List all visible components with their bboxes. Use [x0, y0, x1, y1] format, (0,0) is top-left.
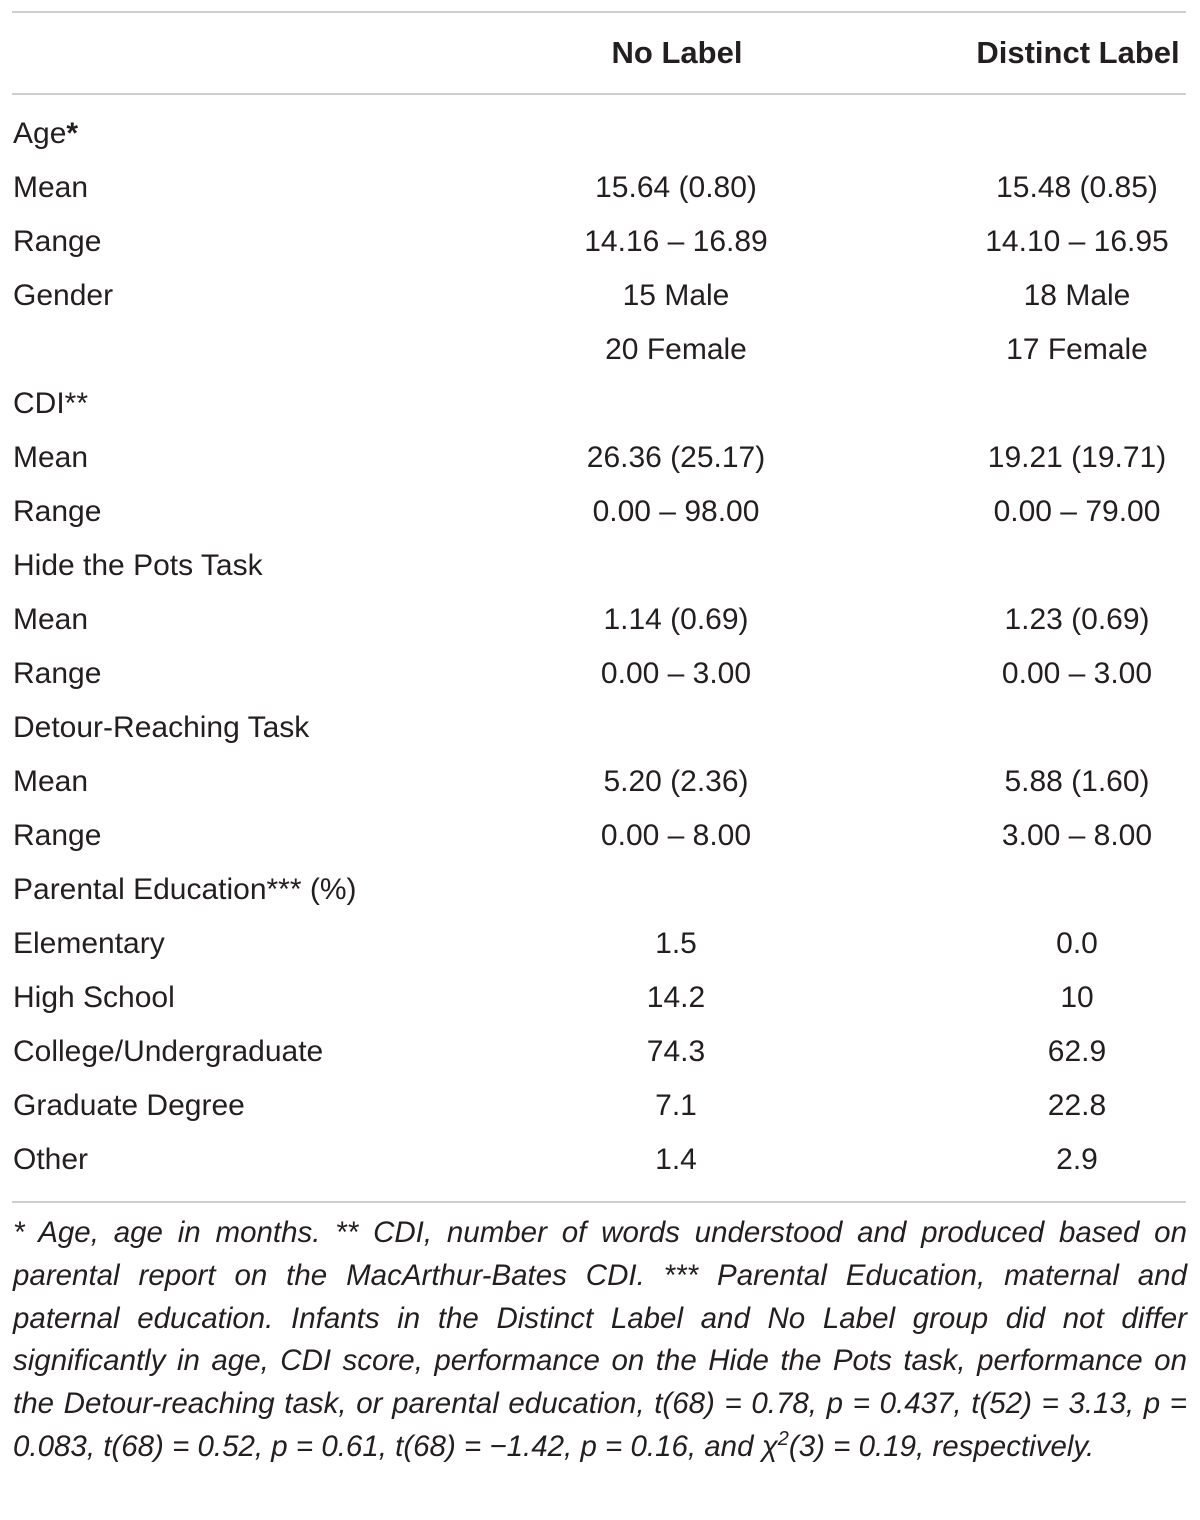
cell-distinct-label	[927, 107, 1200, 161]
table-row	[0, 1079, 1200, 1133]
row-label	[13, 701, 309, 755]
row-label-footnote-mark: *	[66, 117, 79, 150]
column-header-distinct-label: Distinct Label	[976, 35, 1180, 70]
row-label	[13, 971, 175, 1025]
table-body	[0, 107, 1200, 1187]
cell-no-label	[526, 107, 826, 161]
row-label-text: High School	[13, 981, 175, 1014]
row-label	[13, 107, 78, 161]
cell-distinct-label: 18 Male	[1023, 279, 1131, 312]
cell-no-label: 20 Female	[605, 333, 747, 366]
row-label	[13, 593, 88, 647]
table-row	[0, 431, 1200, 485]
table-row	[0, 593, 1200, 647]
cell-distinct-label	[927, 539, 1200, 593]
row-label-text: Gender	[13, 279, 114, 312]
cell-distinct-label: 15.48 (0.85)	[996, 171, 1158, 204]
row-label-text: Hide the Pots Task	[13, 549, 263, 582]
row-label	[13, 1025, 323, 1079]
cell-no-label	[526, 539, 826, 593]
cell-no-label: 5.20 (2.36)	[603, 765, 749, 798]
table-row	[0, 161, 1200, 215]
cell-no-label: 15 Male	[622, 279, 730, 312]
cell-no-label: 1.4	[655, 1143, 697, 1176]
row-label	[13, 485, 101, 539]
row-label-text: Range	[13, 657, 102, 690]
row-label	[13, 269, 113, 323]
row-label	[13, 863, 357, 917]
cell-distinct-label: 1.23 (0.69)	[1004, 603, 1150, 636]
cell-distinct-label: 22.8	[1047, 1089, 1107, 1122]
table-row	[0, 377, 1200, 431]
row-label	[13, 161, 88, 215]
table-row	[0, 1133, 1200, 1187]
cell-no-label	[526, 701, 826, 755]
row-label	[13, 647, 101, 701]
table-row	[0, 917, 1200, 971]
cell-no-label: 15.64 (0.80)	[595, 171, 757, 204]
row-label	[13, 215, 101, 269]
table-row	[0, 971, 1200, 1025]
row-label-text: Mean	[13, 171, 89, 204]
cell-no-label: 14.2	[646, 981, 706, 1014]
table-row	[0, 107, 1200, 161]
table-footnote	[13, 1212, 1187, 1469]
table-top-rule	[12, 11, 1186, 13]
row-label-text: Elementary	[13, 927, 165, 960]
cell-no-label	[526, 377, 826, 431]
table-row	[0, 485, 1200, 539]
row-label	[13, 809, 101, 863]
table-header-row	[0, 28, 1200, 78]
cell-distinct-label: 17 Female	[1006, 333, 1148, 366]
table-header-rule	[12, 93, 1186, 95]
cell-distinct-label	[927, 377, 1200, 431]
cell-distinct-label: 0.00 – 79.00	[993, 495, 1161, 528]
row-label-text: Mean	[13, 603, 89, 636]
cell-no-label: 26.36 (25.17)	[586, 441, 766, 474]
row-label-text: Other	[13, 1143, 89, 1176]
row-label-text: Range	[13, 495, 102, 528]
table-row	[0, 863, 1200, 917]
footnote-text: * Age, age in months. ** CDI, number of words understood and produced based on parental report on the MacArthur-Bates CDI. *** Parental Education, maternal and paternal education. Infants in the Distinct Label and No Label group did not differ significantly in age, CDI score, performance on the Hide the Pots task, performance on the Detour-reaching task, or parental education, t(68) = 0.78, p = 0.437, t(52) = 3.13, p = 0.083, t(68) = 0.52, p = 0.61, t(68) = −1.42, p = 0.16, and χ	[13, 1216, 1187, 1463]
cell-distinct-label	[927, 701, 1200, 755]
cell-no-label: 14.16 – 16.89	[584, 225, 768, 258]
row-label-text: Age	[13, 117, 67, 150]
cell-distinct-label: 62.9	[1047, 1035, 1107, 1068]
row-label-text: Graduate Degree	[13, 1089, 245, 1122]
cell-no-label: 1.5	[655, 927, 697, 960]
cell-no-label: 0.00 – 98.00	[592, 495, 760, 528]
row-label-text: Mean	[13, 765, 89, 798]
row-label-text: CDI**	[13, 387, 89, 420]
row-label-text: Mean	[13, 441, 89, 474]
cell-no-label: 0.00 – 8.00	[600, 819, 752, 852]
row-label	[13, 755, 88, 809]
table-row	[0, 647, 1200, 701]
row-label	[13, 377, 88, 431]
table-row	[0, 1025, 1200, 1079]
cell-no-label: 0.00 – 3.00	[600, 657, 752, 690]
cell-distinct-label: 0.00 – 3.00	[1001, 657, 1153, 690]
cell-distinct-label: 10	[1060, 981, 1094, 1014]
cell-distinct-label: 14.10 – 16.95	[985, 225, 1169, 258]
row-label-text: Range	[13, 819, 102, 852]
footnote-tail: (3) = 0.19, respectively.	[788, 1429, 1095, 1463]
cell-distinct-label: 2.9	[1056, 1143, 1098, 1176]
row-label-text: Range	[13, 225, 102, 258]
row-label	[13, 1133, 88, 1187]
cell-no-label: 74.3	[646, 1035, 706, 1068]
row-label	[13, 431, 88, 485]
cell-no-label	[526, 863, 826, 917]
table-row	[0, 809, 1200, 863]
cell-distinct-label: 5.88 (1.60)	[1004, 765, 1150, 798]
cell-distinct-label: 0.0	[1056, 927, 1098, 960]
table-bottom-rule	[12, 1201, 1186, 1203]
row-label-text: College/Undergraduate	[13, 1035, 324, 1068]
table-row	[0, 701, 1200, 755]
cell-distinct-label: 19.21 (19.71)	[987, 441, 1167, 474]
row-label	[13, 1079, 245, 1133]
row-label-text: Detour-Reaching Task	[13, 711, 310, 744]
cell-no-label: 7.1	[655, 1089, 697, 1122]
table-row	[0, 215, 1200, 269]
row-label-text: Parental Education*** (%)	[13, 873, 357, 906]
row-label	[13, 917, 165, 971]
table-row	[0, 755, 1200, 809]
table-row	[0, 323, 1200, 377]
column-header-no-label: No Label	[611, 35, 743, 70]
table-row	[0, 539, 1200, 593]
table-row	[0, 269, 1200, 323]
cell-distinct-label	[927, 863, 1200, 917]
row-label	[13, 539, 263, 593]
cell-no-label: 1.14 (0.69)	[603, 603, 749, 636]
cell-distinct-label: 3.00 – 8.00	[1001, 819, 1153, 852]
footnote-superscript: 2	[777, 1427, 789, 1450]
